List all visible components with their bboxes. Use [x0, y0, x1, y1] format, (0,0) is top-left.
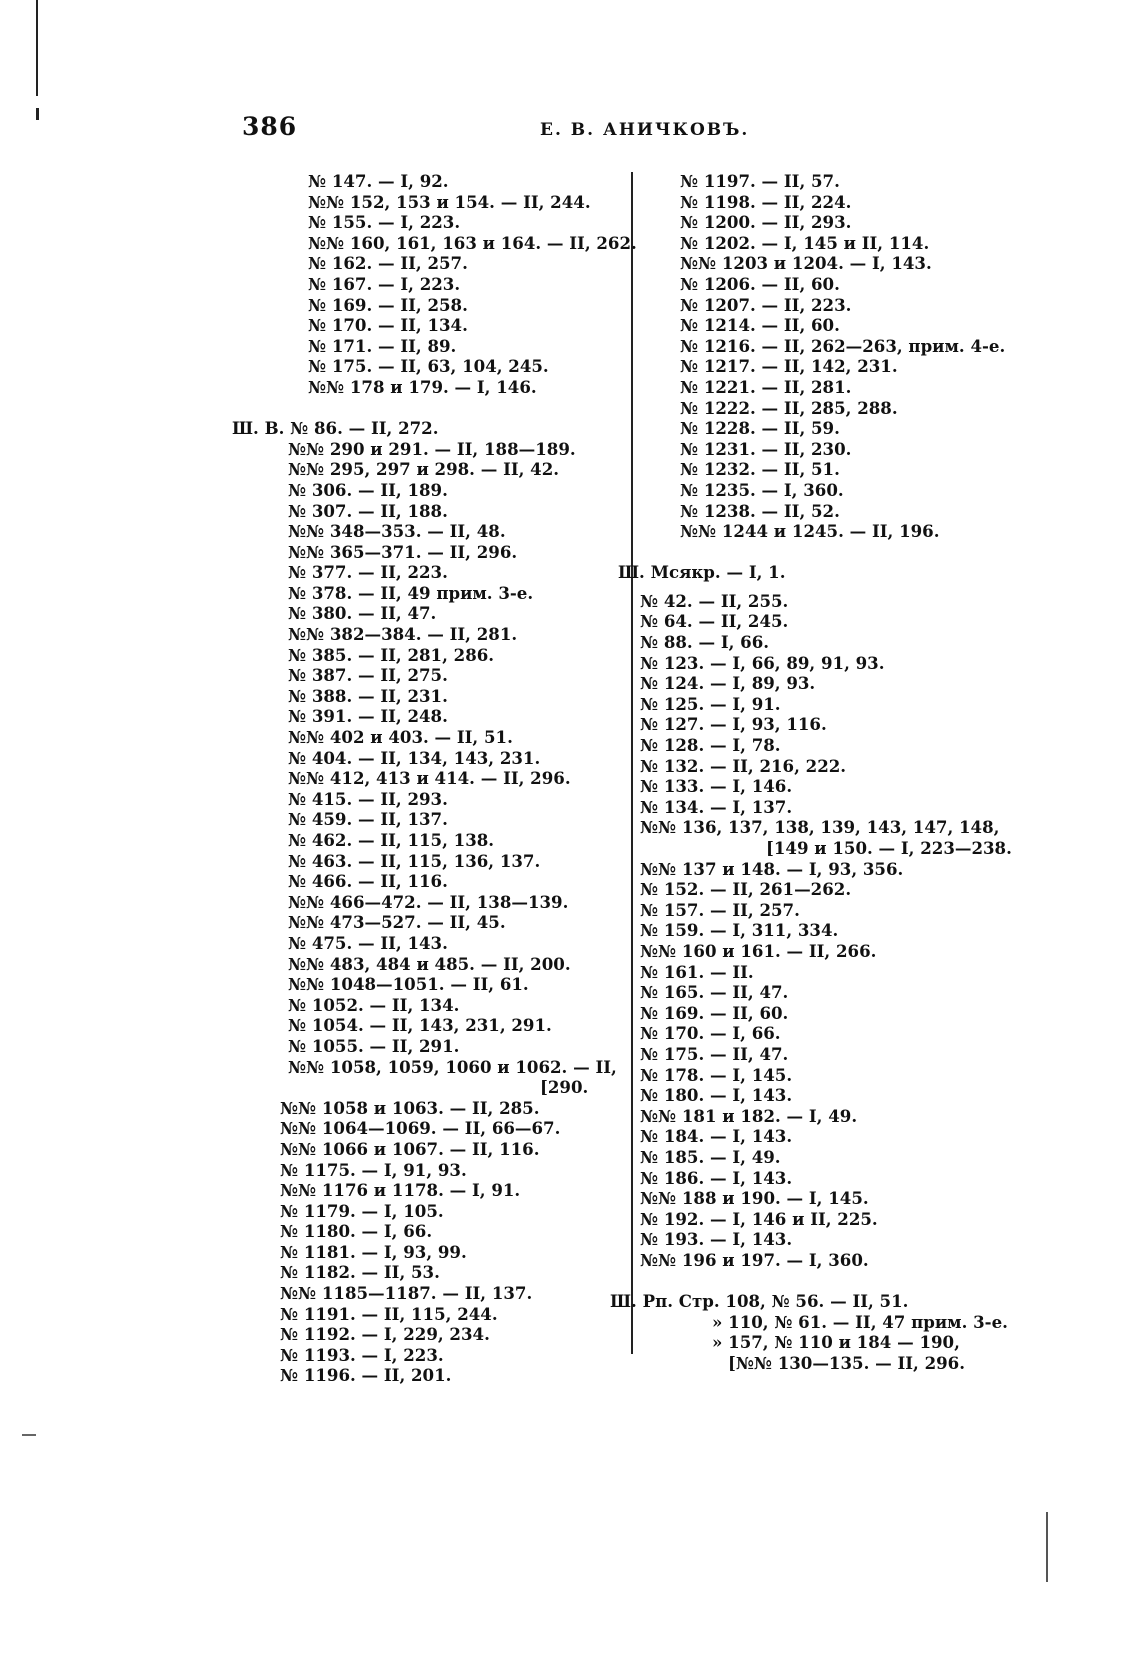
index-entry: № 186. — I, 143. — [640, 1167, 793, 1188]
index-entry: № 475. — II, 143. — [288, 932, 448, 953]
index-entry: № 385. — II, 281, 286. — [288, 644, 495, 665]
index-entry: № 175. — II, 47. — [640, 1043, 789, 1064]
index-entry: № 124. — I, 89, 93. — [640, 673, 816, 694]
index-entry: № 167. — I, 223. — [308, 273, 461, 294]
index-entry: № 171. — II, 89. — [308, 335, 457, 356]
right-group-3 — [640, 859, 1012, 1271]
index-entry: № 388. — II, 231. — [288, 685, 448, 706]
index-entry: № 1206. — II, 60. — [680, 273, 840, 294]
index-entry: № 42. — II, 255. — [640, 590, 789, 611]
index-entry: № 1179. — I, 105. — [280, 1200, 444, 1221]
index-entry: №№ 483, 484 и 485. — II, 200. — [288, 953, 571, 974]
index-entry: № 125. — I, 91. — [640, 693, 781, 714]
index-entry: № 152. — II, 261—262. — [640, 879, 852, 900]
index-entry: № 1181. — I, 93, 99. — [280, 1241, 467, 1262]
index-entry: № 175. — II, 63, 104, 245. — [308, 356, 549, 377]
index-entry: № 1228. — II, 59. — [680, 418, 840, 439]
index-entry: № 1052. — II, 134. — [288, 994, 460, 1015]
index-entry: № 1202. — I, 145 и II, 114. — [680, 232, 930, 253]
index-entry: №№ 137 и 148. — I, 93, 356. — [640, 858, 904, 879]
index-entry: №№ 473—527. — II, 45. — [288, 912, 506, 933]
index-entry: № 193. — I, 143. — [640, 1229, 793, 1250]
right-section3-line-1: » 110, № 61. — II, 47 прим. 3-е. — [712, 1311, 1008, 1332]
index-entry: №№ 382—384. — II, 281. — [288, 624, 518, 645]
left-group-2 — [232, 439, 637, 1077]
index-entry: № 1192. — I, 229, 234. — [280, 1324, 490, 1345]
index-entry: №№ 181 и 182. — I, 49. — [640, 1105, 858, 1126]
index-entry: №№ 136, 137, 138, 139, 143, 147, 148, — [640, 817, 1000, 838]
index-entry: №№ 152, 153 и 154. — II, 244. — [308, 191, 591, 212]
index-entry: № 127. — I, 93, 116. — [640, 714, 827, 735]
right-section3-line-2: » 157, № 110 и 184 — 190, — [712, 1332, 960, 1353]
index-entry: № 147. — I, 92. — [308, 171, 449, 191]
index-entry: №№ 188 и 190. — I, 145. — [640, 1188, 869, 1209]
right-section-heading: Ш. Мсякр. — I, 1. — [618, 562, 786, 583]
index-entry: № 155. — I, 223. — [308, 212, 461, 233]
index-entry: № 1054. — II, 143, 231, 291. — [288, 1015, 552, 1036]
index-entry: №№ 178 и 179. — I, 146. — [308, 376, 537, 397]
index-entry: № 157. — II, 257. — [640, 899, 800, 920]
index-entry: № 88. — I, 66. — [640, 632, 770, 653]
index-entry: № 1182. — II, 53. — [280, 1262, 440, 1283]
index-entry: № 1235. — I, 360. — [680, 479, 844, 500]
left-continuation: [290. — [540, 1077, 589, 1098]
index-entry: №№ 1058, 1059, 1060 и 1062. — II, — [288, 1056, 617, 1077]
index-entry: № 1197. — II, 57. — [680, 171, 840, 191]
index-entry: № 1214. — II, 60. — [680, 315, 840, 336]
right-group-2 — [640, 591, 1012, 838]
left-column — [232, 171, 637, 1386]
index-entry: №№ 295, 297 и 298. — II, 42. — [288, 459, 560, 480]
index-entry: № 1191. — II, 115, 244. — [280, 1303, 498, 1324]
running-title: Е. В. АНИЧКОВЪ. — [540, 120, 750, 140]
index-entry: №№ 1058 и 1063. — II, 285. — [280, 1097, 540, 1118]
index-entry: №№ 290 и 291. — II, 188—189. — [288, 438, 576, 459]
index-entry: № 178. — I, 145. — [640, 1064, 793, 1085]
index-entry: № 1180. — I, 66. — [280, 1221, 433, 1242]
left-section-heading: Ш. В. № 86. — II, 272. — [232, 418, 439, 439]
index-entry: № 1232. — II, 51. — [680, 459, 840, 480]
index-entry: № 1222. — II, 285, 288. — [680, 397, 898, 418]
index-entry: № 169. — II, 60. — [640, 1002, 789, 1023]
index-entry: № 1238. — II, 52. — [680, 500, 840, 521]
index-entry: № 1221. — II, 281. — [680, 376, 852, 397]
index-entry: № 162. — II, 257. — [308, 253, 468, 274]
index-entry: № 184. — I, 143. — [640, 1126, 793, 1147]
index-entry: №№ 348—353. — II, 48. — [288, 521, 506, 542]
index-entry: № 64. — II, 245. — [640, 611, 789, 632]
index-entry: № 170. — I, 66. — [640, 1023, 781, 1044]
index-entry: № 128. — I, 78. — [640, 735, 781, 756]
index-entry: №№ 365—371. — II, 296. — [288, 541, 518, 562]
index-entry: № 1193. — I, 223. — [280, 1344, 444, 1365]
right-column — [610, 171, 1012, 1373]
index-entry: № 1196. — II, 201. — [280, 1365, 452, 1386]
index-entry: № 1198. — II, 224. — [680, 191, 852, 212]
index-entry: №№ 1048—1051. — II, 61. — [288, 974, 529, 995]
index-entry: № 377. — II, 223. — [288, 562, 448, 583]
right-continuation: [149 и 150. — I, 223—238. — [766, 838, 1012, 858]
index-entry: № 459. — II, 137. — [288, 809, 448, 830]
index-entry: № 165. — II, 47. — [640, 982, 789, 1003]
index-entry: № 159. — I, 311, 334. — [640, 920, 839, 941]
index-entry: № 380. — II, 47. — [288, 603, 437, 624]
scan-edge-line — [36, 0, 38, 96]
index-entry: № 180. — I, 143. — [640, 1085, 793, 1106]
index-entry: № 1217. — II, 142, 231. — [680, 356, 898, 377]
index-entry: № 466. — II, 116. — [288, 871, 448, 892]
index-entry: № 123. — I, 66, 89, 91, 93. — [640, 652, 885, 673]
index-entry: № 391. — II, 248. — [288, 706, 448, 727]
right-section3-heading: Ш. Рп. Стр. 108, № 56. — II, 51. — [610, 1291, 909, 1312]
scan-edge-dash — [22, 1434, 36, 1436]
left-group-1 — [232, 171, 637, 398]
index-entry: № 161. — II. — [640, 961, 754, 982]
index-entry: № 133. — I, 146. — [640, 776, 793, 797]
index-entry: № 1055. — II, 291. — [288, 1035, 460, 1056]
index-entry: №№ 1066 и 1067. — II, 116. — [280, 1138, 540, 1159]
index-entry: № 1200. — II, 293. — [680, 212, 852, 233]
index-entry: №№ 1244 и 1245. — II, 196. — [680, 521, 940, 542]
index-entry: №№ 160 и 161. — II, 266. — [640, 940, 877, 961]
index-entry: №№ 160, 161, 163 и 164. — II, 262. — [308, 232, 637, 253]
index-entry: № 387. — II, 275. — [288, 665, 448, 686]
index-entry: № 134. — I, 137. — [640, 796, 793, 817]
index-entry: № 185. — I, 49. — [640, 1146, 781, 1167]
index-entry: № 462. — II, 115, 138. — [288, 830, 495, 850]
index-entry: № 306. — II, 189. — [288, 479, 448, 500]
index-entry: №№ 1203 и 1204. — I, 143. — [680, 253, 932, 274]
index-entry: № 192. — I, 146 и II, 225. — [640, 1208, 878, 1229]
right-section3-continuation: [№№ 130—135. — II, 296. — [728, 1352, 965, 1373]
index-entry: № 463. — II, 115, 136, 137. — [288, 850, 541, 871]
index-entry: № 1207. — II, 223. — [680, 294, 852, 315]
index-entry: №№ 412, 413 и 414. — II, 296. — [288, 768, 571, 789]
index-entry: № 307. — II, 188. — [288, 500, 448, 521]
right-group-1 — [640, 171, 1012, 542]
index-entry: №№ 196 и 197. — I, 360. — [640, 1249, 869, 1270]
scan-edge-right — [1046, 1512, 1048, 1582]
index-entry: №№ 1064—1069. — II, 66—67. — [280, 1118, 561, 1139]
index-entry: № 1231. — II, 230. — [680, 438, 852, 459]
index-entry: № 1216. — II, 262—263, прим. 4-е. — [680, 335, 1006, 356]
index-entry: № 404. — II, 134, 143, 231. — [288, 747, 541, 768]
index-entry: № 132. — II, 216, 222. — [640, 755, 847, 776]
index-entry: №№ 1176 и 1178. — I, 91. — [280, 1180, 521, 1201]
index-entry: № 169. — II, 258. — [308, 294, 468, 315]
index-entry: №№ 466—472. — II, 138—139. — [288, 891, 569, 912]
index-entry: №№ 402 и 403. — II, 51. — [288, 727, 513, 748]
index-entry: № 415. — II, 293. — [288, 788, 448, 809]
index-entry: № 378. — II, 49 прим. 3-е. — [288, 582, 534, 603]
left-group-3 — [232, 1098, 637, 1386]
index-entry: №№ 1185—1187. — II, 137. — [280, 1283, 533, 1304]
index-entry: № 170. — II, 134. — [308, 315, 468, 336]
page-number: 386 — [242, 112, 298, 141]
page-header — [0, 112, 1140, 152]
index-entry: № 1175. — I, 91, 93. — [280, 1159, 467, 1180]
